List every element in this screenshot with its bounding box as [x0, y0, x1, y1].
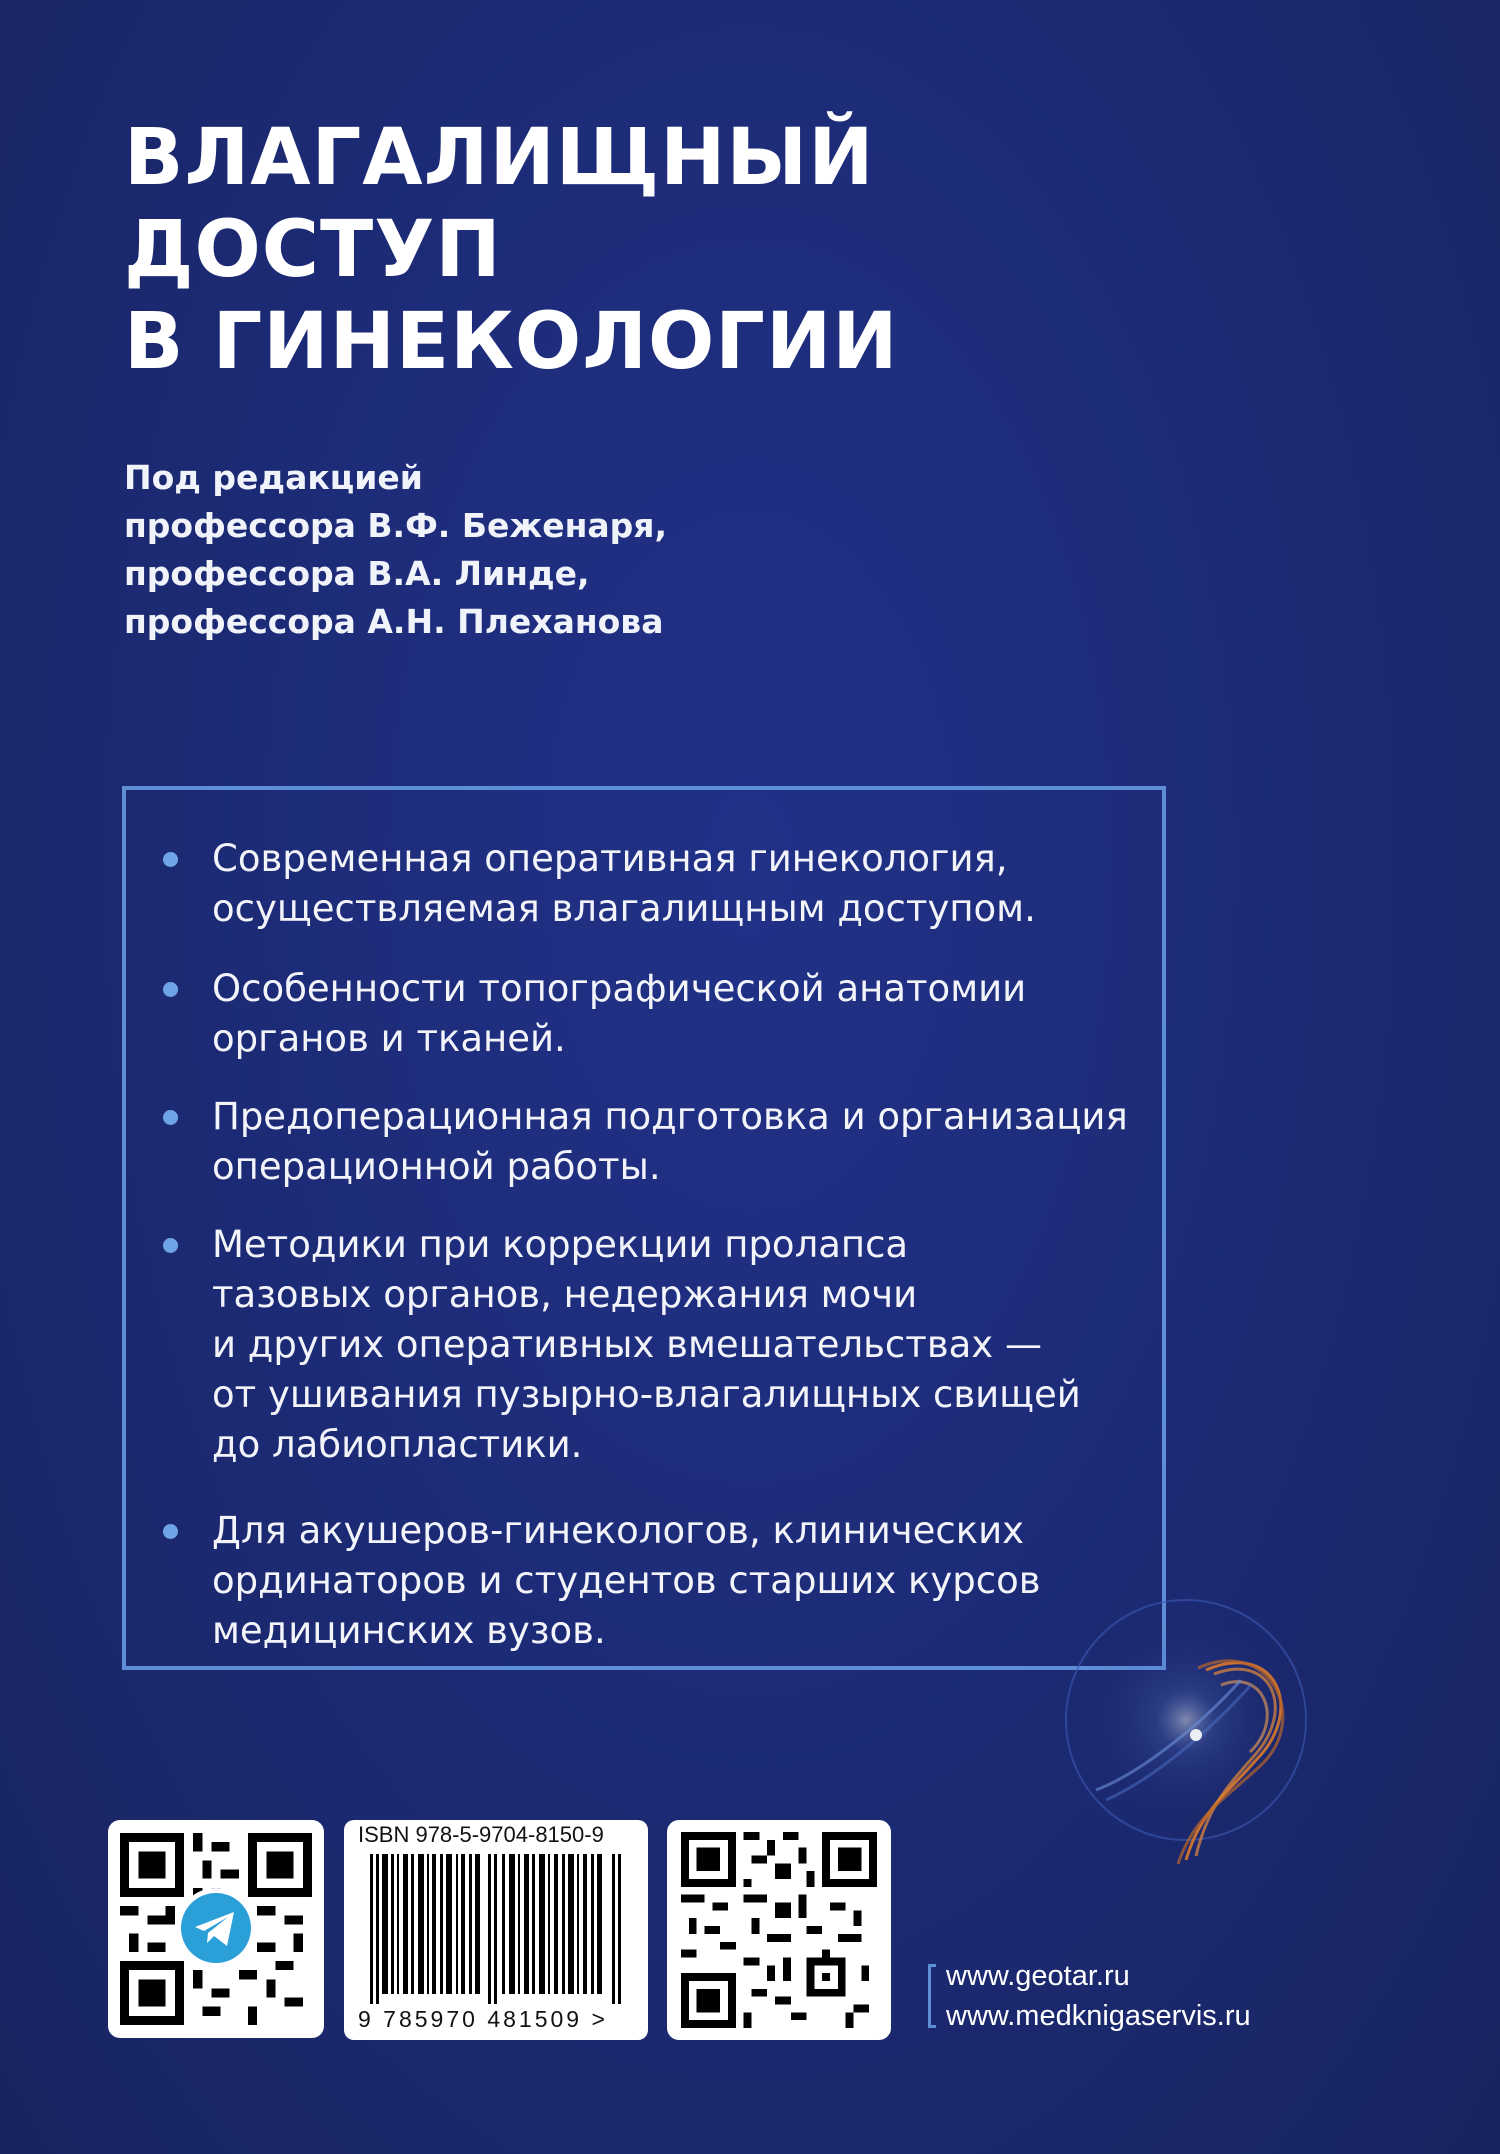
features-box	[122, 786, 1166, 1670]
isbn-barcode	[344, 1820, 648, 2040]
title-line-2: ДОСТУП	[124, 205, 502, 295]
feature-item	[212, 964, 1172, 1064]
feature-line: Для акушеров-гинекологов, клинических	[212, 1509, 1025, 1552]
editors-line-4: профессора А.Н. Плеханова	[124, 602, 664, 641]
swirl-logo-icon	[1036, 1560, 1336, 1880]
bracket-decoration	[928, 1964, 936, 2028]
barcode-digits: 9 785970 481509 >	[358, 2006, 608, 2032]
feature-line: медицинских вузов.	[212, 1609, 606, 1652]
feature-line: Особенности топографической анатомии	[212, 967, 1027, 1010]
qr-code-icon	[679, 1832, 879, 2028]
feature-line: тазовых органов, недержания мочи	[212, 1273, 918, 1316]
title-line-1: ВЛАГАЛИЩНЫЙ	[124, 113, 875, 203]
editors-line-1: Под редакцией	[124, 458, 423, 497]
feature-line: от ушивания пузырно-влагалищных свищей	[212, 1373, 1081, 1416]
feature-line: осуществляемая влагалищным доступом.	[212, 887, 1036, 930]
telegram-icon	[174, 1886, 258, 1970]
bullet-dot-icon	[163, 1110, 178, 1125]
feature-item	[212, 1506, 1172, 1656]
link-geotar[interactable]: www.geotar.ru	[946, 1960, 1130, 1992]
bullet-dot-icon	[163, 982, 178, 997]
feature-item	[212, 1092, 1172, 1192]
publisher-links	[946, 1956, 1251, 2036]
website-qr-code[interactable]	[667, 1820, 891, 2040]
bullet-dot-icon	[163, 1238, 178, 1253]
feature-item	[212, 834, 1172, 934]
feature-line: операционной работы.	[212, 1145, 661, 1188]
title-line-3: В ГИНЕКОЛОГИИ	[124, 297, 899, 387]
link-medknigaservis[interactable]: www.medknigaservis.ru	[946, 2000, 1251, 2032]
feature-line: Предоперационная подготовка и организация	[212, 1095, 1128, 1138]
feature-item	[212, 1220, 1172, 1470]
bullet-dot-icon	[163, 852, 178, 867]
feature-line: и других оперативных вмешательствах —	[212, 1323, 1042, 1366]
isbn-label: ISBN 978-5-9704-8150-9	[358, 1822, 604, 1847]
book-title	[124, 112, 1224, 388]
feature-line: Современная оперативная гинекология,	[212, 837, 1008, 880]
editors-line-2: профессора В.Ф. Беженаря,	[124, 506, 668, 545]
feature-line: ординаторов и студентов старших курсов	[212, 1559, 1041, 1602]
feature-line: Методики при коррекции пролапса	[212, 1223, 909, 1266]
editors-block	[124, 454, 1124, 646]
feature-line: до лабиопластики.	[212, 1423, 583, 1466]
editors-line-3: профессора В.А. Линде,	[124, 554, 590, 593]
telegram-qr-code[interactable]	[108, 1820, 324, 2038]
bullet-dot-icon	[163, 1524, 178, 1539]
feature-line: органов и тканей.	[212, 1017, 566, 1060]
barcode-icon	[370, 1854, 624, 2004]
